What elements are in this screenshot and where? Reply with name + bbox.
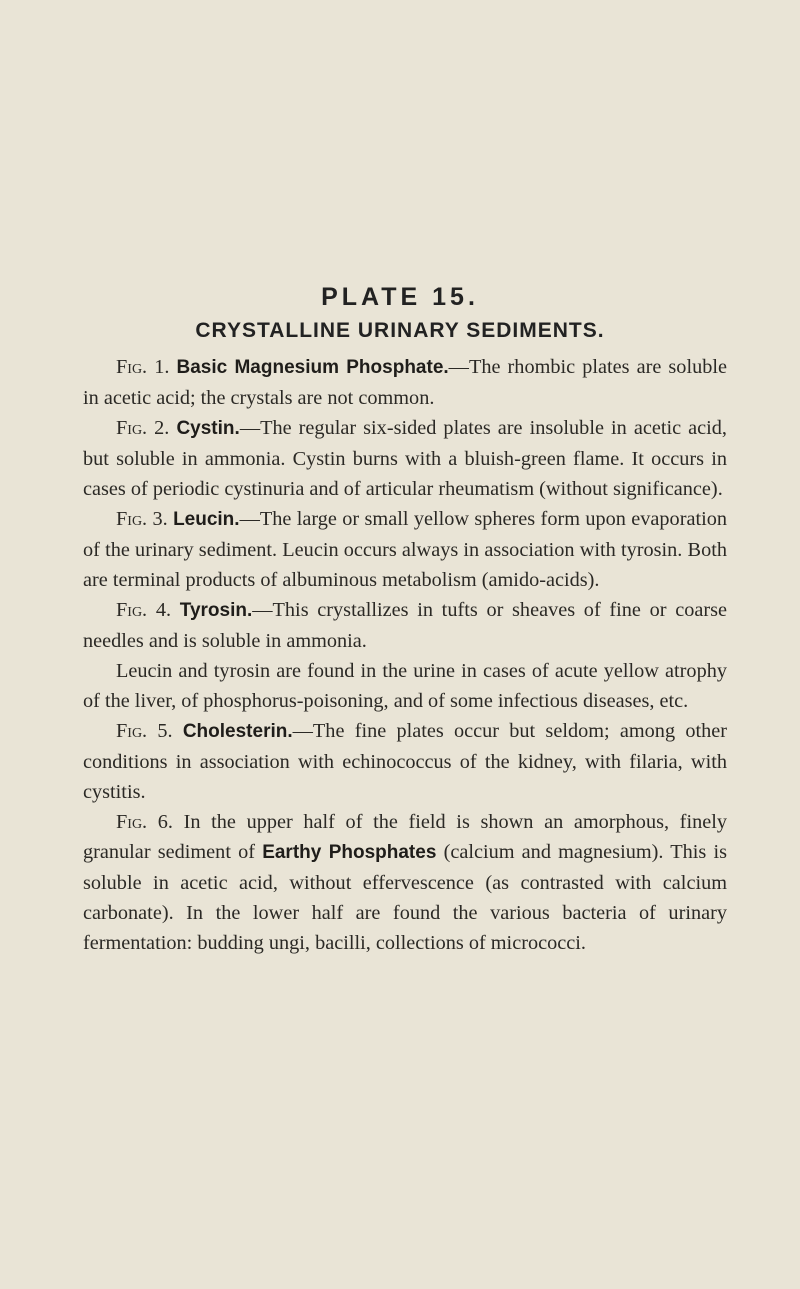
paragraph-text: —The large or small yellow spheres form upon evaporation of the urinary sediment. Leucin occurs always in association with tyrosin. Both are terminal products of albuminous metabolism (amido-acids). — [83, 508, 727, 591]
figure-ref: Fig. 6. — [116, 811, 173, 833]
term: Earthy Phosphates — [262, 842, 437, 863]
figure-ref: Fig. 3. — [116, 508, 168, 530]
figure-ref: Fig. 2. — [116, 417, 170, 439]
paragraph-fig-3 — [83, 504, 727, 595]
term: Leucin. — [173, 509, 240, 530]
paragraph-text: —The rhombic plates are soluble in acetic acid; the crystals are not common. — [83, 356, 727, 409]
paragraph-fig-5 — [83, 716, 727, 807]
term: Cystin. — [176, 418, 240, 439]
paragraph-fig-2 — [83, 413, 727, 504]
figure-ref: Fig. 1. — [116, 356, 170, 378]
paragraph-text: (calcium and magnesium). This is soluble in acetic acid, without effervescence (as contrasted with calcium carbonate). In the lower half are found the various bacteria of urinary fermentation: budding ungi, bacilli, collections of micrococci. — [83, 841, 727, 954]
term: Tyrosin. — [179, 600, 253, 621]
plate-title: PLATE 15. — [321, 283, 479, 311]
paragraph-fig-4 — [83, 595, 727, 656]
paragraph-text: Leucin and tyrosin are found in the urine in cases of acute yellow atrophy of the liver, of phosphorus-poisoning, and of some infectious diseases, etc. — [83, 660, 727, 712]
body-text — [83, 352, 727, 958]
paragraph-text: In the upper half of the field is shown an amorphous, finely granular sediment of — [83, 811, 727, 863]
paragraph-fig-6 — [83, 807, 727, 958]
paragraph-fig-1 — [83, 352, 727, 413]
term: Basic Magnesium Phosphate. — [176, 357, 449, 378]
paragraph-text: —This crystallizes in tufts or sheaves of fine or coarse needles and is soluble in ammonia. — [83, 599, 728, 652]
term: Cholesterin. — [182, 721, 293, 742]
figure-ref: Fig. 5. — [116, 720, 173, 742]
paragraph-leucin-tyrosin — [83, 656, 727, 716]
plate-subtitle: CRYSTALLINE URINARY SEDIMENTS. — [195, 319, 605, 342]
paragraph-text: —The fine plates occur but seldom; among other conditions in association with echinococcus of the kidney, with filaria, with cystitis. — [83, 720, 727, 803]
paragraph-text: —The regular six-sided plates are insoluble in acetic acid, but soluble in ammonia. Cystin burns with a bluish-green flame. It occurs in cases of periodic cystinuria and of articular rheumatism (without significance). — [83, 417, 727, 500]
figure-ref: Fig. 4. — [116, 599, 172, 621]
